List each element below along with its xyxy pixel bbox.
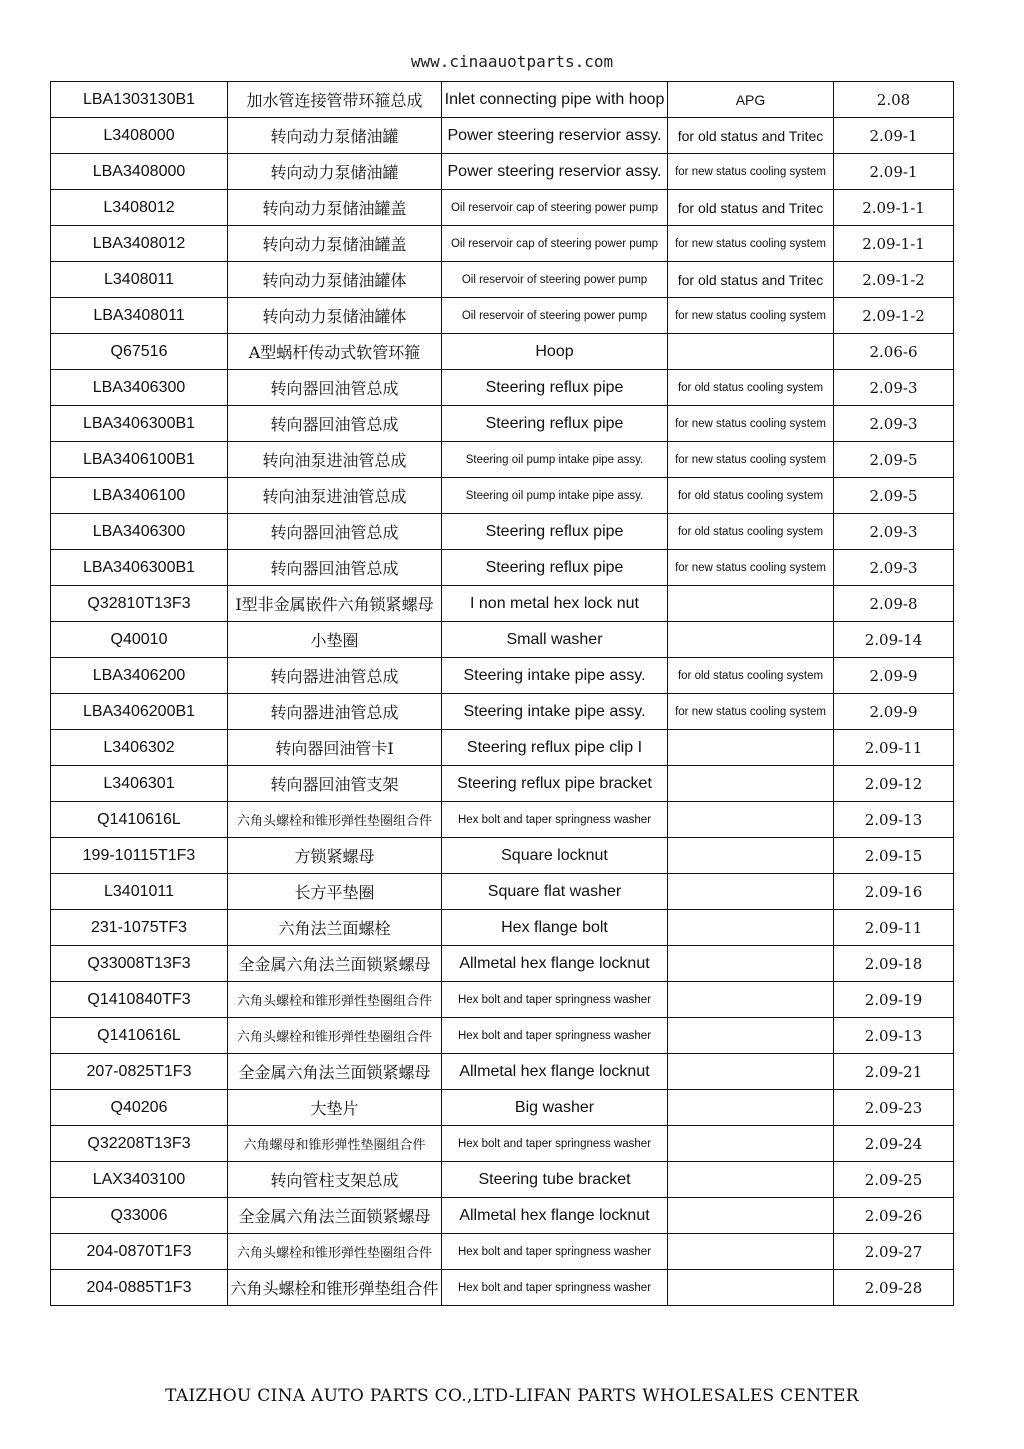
note-cell	[668, 982, 834, 1018]
english-name-cell: Power steering reservior assy.	[442, 118, 668, 154]
chinese-name-cell: 转向动力泵储油罐盖	[228, 190, 442, 226]
english-name-cell: Steering oil pump intake pipe assy.	[442, 478, 668, 514]
table-row	[51, 838, 954, 874]
part-number-cell: Q33006	[51, 1198, 228, 1234]
note-cell	[668, 1126, 834, 1162]
note-cell	[668, 766, 834, 802]
note-cell	[668, 1270, 834, 1306]
table-row	[51, 82, 954, 118]
page-ref-cell: 2.09-13	[834, 1018, 954, 1054]
note-cell	[668, 334, 834, 370]
table-row	[51, 478, 954, 514]
note-cell: for old status cooling system	[668, 478, 834, 514]
note-cell	[668, 622, 834, 658]
table-row	[51, 550, 954, 586]
part-number-cell: LBA3406300B1	[51, 550, 228, 586]
page-ref-cell: 2.08	[834, 82, 954, 118]
page-ref-cell: 2.09-5	[834, 478, 954, 514]
table-row	[51, 406, 954, 442]
page-ref-cell: 2.09-26	[834, 1198, 954, 1234]
part-number-cell: LBA3406200B1	[51, 694, 228, 730]
page-ref-cell: 2.09-14	[834, 622, 954, 658]
part-number-cell: LBA3406200	[51, 658, 228, 694]
chinese-name-cell: 六角头螺栓和锥形弹性垫圈组合件	[228, 802, 442, 838]
note-cell: for old status cooling system	[668, 658, 834, 694]
part-number-cell: L3408000	[51, 118, 228, 154]
part-number-cell: Q1410616L	[51, 1018, 228, 1054]
table-row	[51, 982, 954, 1018]
table-row	[51, 694, 954, 730]
page-ref-cell: 2.09-9	[834, 658, 954, 694]
table-row	[51, 442, 954, 478]
english-name-cell: Small washer	[442, 622, 668, 658]
table-row	[51, 874, 954, 910]
chinese-name-cell: 小垫圈	[228, 622, 442, 658]
english-name-cell: Steering reflux pipe bracket	[442, 766, 668, 802]
page-ref-cell: 2.06-6	[834, 334, 954, 370]
part-number-cell: L3408011	[51, 262, 228, 298]
table-row	[51, 586, 954, 622]
page-ref-cell: 2.09-25	[834, 1162, 954, 1198]
chinese-name-cell: 六角头螺栓和锥形弹垫组合件	[228, 1270, 442, 1306]
part-number-cell: LBA3408012	[51, 226, 228, 262]
note-cell: for new status cooling system	[668, 550, 834, 586]
english-name-cell: Hex bolt and taper springness washer	[442, 1018, 668, 1054]
page-ref-cell: 2.09-13	[834, 802, 954, 838]
note-cell: for old status cooling system	[668, 514, 834, 550]
note-cell	[668, 874, 834, 910]
note-cell: for new status cooling system	[668, 298, 834, 334]
part-number-cell: L3401011	[51, 874, 228, 910]
part-number-cell: Q32208T13F3	[51, 1126, 228, 1162]
part-number-cell: LBA1303130B1	[51, 82, 228, 118]
page-ref-cell: 2.09-16	[834, 874, 954, 910]
table-row	[51, 262, 954, 298]
chinese-name-cell: 全金属六角法兰面锁紧螺母	[228, 1054, 442, 1090]
page-ref-cell: 2.09-11	[834, 910, 954, 946]
note-cell	[668, 586, 834, 622]
english-name-cell: Hex bolt and taper springness washer	[442, 1234, 668, 1270]
table-row	[51, 1270, 954, 1306]
note-cell	[668, 838, 834, 874]
chinese-name-cell: I型非金属嵌件六角锁紧螺母	[228, 586, 442, 622]
chinese-name-cell: 六角头螺栓和锥形弹性垫圈组合件	[228, 1018, 442, 1054]
english-name-cell: Steering oil pump intake pipe assy.	[442, 442, 668, 478]
page-ref-cell: 2.09-21	[834, 1054, 954, 1090]
part-number-cell: L3408012	[51, 190, 228, 226]
english-name-cell: Square flat washer	[442, 874, 668, 910]
note-cell	[668, 1090, 834, 1126]
part-number-cell: LBA3406300	[51, 514, 228, 550]
english-name-cell: Oil reservoir cap of steering power pump	[442, 226, 668, 262]
part-number-cell: 231-1075TF3	[51, 910, 228, 946]
chinese-name-cell: 转向器回油管卡I	[228, 730, 442, 766]
part-number-cell: LBA3408011	[51, 298, 228, 334]
part-number-cell: LAX3403100	[51, 1162, 228, 1198]
chinese-name-cell: 长方平垫圈	[228, 874, 442, 910]
note-cell	[668, 946, 834, 982]
chinese-name-cell: 六角法兰面螺栓	[228, 910, 442, 946]
english-name-cell: Steering intake pipe assy.	[442, 694, 668, 730]
chinese-name-cell: 转向动力泵储油罐体	[228, 262, 442, 298]
note-cell	[668, 1234, 834, 1270]
table-row	[51, 1234, 954, 1270]
chinese-name-cell: 转向器进油管总成	[228, 694, 442, 730]
table-row	[51, 910, 954, 946]
chinese-name-cell: 六角头螺栓和锥形弹性垫圈组合件	[228, 982, 442, 1018]
chinese-name-cell: 全金属六角法兰面锁紧螺母	[228, 1198, 442, 1234]
chinese-name-cell: 大垫片	[228, 1090, 442, 1126]
page-ref-cell: 2.09-11	[834, 730, 954, 766]
page-ref-cell: 2.09-3	[834, 406, 954, 442]
page-ref-cell: 2.09-1-2	[834, 262, 954, 298]
part-number-cell: Q67516	[51, 334, 228, 370]
chinese-name-cell: 转向动力泵储油罐体	[228, 298, 442, 334]
english-name-cell: Steering reflux pipe	[442, 550, 668, 586]
english-name-cell: Steering reflux pipe	[442, 514, 668, 550]
table-row	[51, 802, 954, 838]
english-name-cell: Oil reservoir cap of steering power pump	[442, 190, 668, 226]
page-ref-cell: 2.09-1	[834, 154, 954, 190]
note-cell: for old status and Tritec	[668, 262, 834, 298]
note-cell	[668, 730, 834, 766]
note-cell	[668, 802, 834, 838]
page-ref-cell: 2.09-23	[834, 1090, 954, 1126]
note-cell	[668, 910, 834, 946]
table-row	[51, 298, 954, 334]
table-row	[51, 1126, 954, 1162]
note-cell: for old status and Tritec	[668, 190, 834, 226]
page-ref-cell: 2.09-1-2	[834, 298, 954, 334]
table-row	[51, 1018, 954, 1054]
table-row	[51, 370, 954, 406]
table-row	[51, 190, 954, 226]
chinese-name-cell: 转向器回油管总成	[228, 370, 442, 406]
page-ref-cell: 2.09-8	[834, 586, 954, 622]
table-row	[51, 622, 954, 658]
note-cell: for new status cooling system	[668, 406, 834, 442]
page-ref-cell: 2.09-28	[834, 1270, 954, 1306]
english-name-cell: I non metal hex lock nut	[442, 586, 668, 622]
chinese-name-cell: 六角头螺栓和锥形弹性垫圈组合件	[228, 1234, 442, 1270]
chinese-name-cell: 转向器回油管支架	[228, 766, 442, 802]
page-ref-cell: 2.09-18	[834, 946, 954, 982]
part-number-cell: 199-10115T1F3	[51, 838, 228, 874]
table-row	[51, 658, 954, 694]
english-name-cell: Hoop	[442, 334, 668, 370]
page-ref-cell: 2.09-12	[834, 766, 954, 802]
part-number-cell: 204-0870T1F3	[51, 1234, 228, 1270]
english-name-cell: Oil reservoir of steering power pump	[442, 298, 668, 334]
chinese-name-cell: 加水管连接管带环箍总成	[228, 82, 442, 118]
page-ref-cell: 2.09-1-1	[834, 226, 954, 262]
english-name-cell: Hex flange bolt	[442, 910, 668, 946]
table-row	[51, 766, 954, 802]
chinese-name-cell: 转向器进油管总成	[228, 658, 442, 694]
note-cell	[668, 1162, 834, 1198]
english-name-cell: Hex bolt and taper springness washer	[442, 982, 668, 1018]
parts-table	[50, 81, 954, 1306]
chinese-name-cell: 转向动力泵储油罐	[228, 118, 442, 154]
table-row	[51, 154, 954, 190]
page-ref-cell: 2.09-15	[834, 838, 954, 874]
english-name-cell: Oil reservoir of steering power pump	[442, 262, 668, 298]
page-ref-cell: 2.09-9	[834, 694, 954, 730]
note-cell: APG	[668, 82, 834, 118]
chinese-name-cell: 方锁紧螺母	[228, 838, 442, 874]
chinese-name-cell: 转向管柱支架总成	[228, 1162, 442, 1198]
page-ref-cell: 2.09-19	[834, 982, 954, 1018]
english-name-cell: Steering tube bracket	[442, 1162, 668, 1198]
english-name-cell: Power steering reservior assy.	[442, 154, 668, 190]
table-row	[51, 1162, 954, 1198]
part-number-cell: Q1410840TF3	[51, 982, 228, 1018]
part-number-cell: LBA3406300B1	[51, 406, 228, 442]
english-name-cell: Hex bolt and taper springness washer	[442, 1270, 668, 1306]
part-number-cell: L3406301	[51, 766, 228, 802]
part-number-cell: LBA3406100	[51, 478, 228, 514]
note-cell	[668, 1018, 834, 1054]
page-ref-cell: 2.09-3	[834, 514, 954, 550]
part-number-cell: Q32810T13F3	[51, 586, 228, 622]
page-ref-cell: 2.09-3	[834, 550, 954, 586]
chinese-name-cell: 转向油泵进油管总成	[228, 442, 442, 478]
page-ref-cell: 2.09-1-1	[834, 190, 954, 226]
english-name-cell: Allmetal hex flange locknut	[442, 1198, 668, 1234]
english-name-cell: Allmetal hex flange locknut	[442, 1054, 668, 1090]
part-number-cell: Q40206	[51, 1090, 228, 1126]
part-number-cell: LBA3406300	[51, 370, 228, 406]
chinese-name-cell: 转向器回油管总成	[228, 550, 442, 586]
english-name-cell: Big washer	[442, 1090, 668, 1126]
part-number-cell: Q33008T13F3	[51, 946, 228, 982]
chinese-name-cell: 全金属六角法兰面锁紧螺母	[228, 946, 442, 982]
part-number-cell: Q1410616L	[51, 802, 228, 838]
part-number-cell: 207-0825T1F3	[51, 1054, 228, 1090]
part-number-cell: Q40010	[51, 622, 228, 658]
note-cell: for new status cooling system	[668, 442, 834, 478]
note-cell	[668, 1198, 834, 1234]
table-row	[51, 334, 954, 370]
table-row	[51, 1090, 954, 1126]
chinese-name-cell: 六角螺母和锥形弹性垫圈组合件	[228, 1126, 442, 1162]
english-name-cell: Hex bolt and taper springness washer	[442, 802, 668, 838]
table-row	[51, 226, 954, 262]
part-number-cell: LBA3406100B1	[51, 442, 228, 478]
chinese-name-cell: 转向动力泵储油罐盖	[228, 226, 442, 262]
chinese-name-cell: 转向器回油管总成	[228, 514, 442, 550]
chinese-name-cell: 转向油泵进油管总成	[228, 478, 442, 514]
part-number-cell: L3406302	[51, 730, 228, 766]
table-row	[51, 118, 954, 154]
page-ref-cell: 2.09-3	[834, 370, 954, 406]
table-row	[51, 730, 954, 766]
note-cell	[668, 1054, 834, 1090]
part-number-cell: 204-0885T1F3	[51, 1270, 228, 1306]
chinese-name-cell: A型蜗杆传动式软管环箍	[228, 334, 442, 370]
parts-table-body	[51, 82, 954, 1306]
note-cell: for new status cooling system	[668, 154, 834, 190]
chinese-name-cell: 转向动力泵储油罐	[228, 154, 442, 190]
english-name-cell: Allmetal hex flange locknut	[442, 946, 668, 982]
english-name-cell: Steering reflux pipe	[442, 370, 668, 406]
note-cell: for old status and Tritec	[668, 118, 834, 154]
english-name-cell: Hex bolt and taper springness washer	[442, 1126, 668, 1162]
part-number-cell: LBA3408000	[51, 154, 228, 190]
english-name-cell: Square locknut	[442, 838, 668, 874]
footer-company: TAIZHOU CINA AUTO PARTS CO.,LTD-LIFAN PARTS WHOLESALES CENTER	[165, 1386, 859, 1406]
note-cell: for new status cooling system	[668, 694, 834, 730]
english-name-cell: Steering intake pipe assy.	[442, 658, 668, 694]
page-ref-cell: 2.09-5	[834, 442, 954, 478]
english-name-cell: Steering reflux pipe clip I	[442, 730, 668, 766]
page-ref-cell: 2.09-24	[834, 1126, 954, 1162]
header-url: www.cinaauotparts.com	[410, 52, 614, 71]
note-cell: for new status cooling system	[668, 226, 834, 262]
english-name-cell: Inlet connecting pipe with hoop	[442, 82, 668, 118]
table-row	[51, 1198, 954, 1234]
page-ref-cell: 2.09-27	[834, 1234, 954, 1270]
table-row	[51, 514, 954, 550]
table-row	[51, 1054, 954, 1090]
page-ref-cell: 2.09-1	[834, 118, 954, 154]
english-name-cell: Steering reflux pipe	[442, 406, 668, 442]
note-cell: for old status cooling system	[668, 370, 834, 406]
chinese-name-cell: 转向器回油管总成	[228, 406, 442, 442]
table-row	[51, 946, 954, 982]
